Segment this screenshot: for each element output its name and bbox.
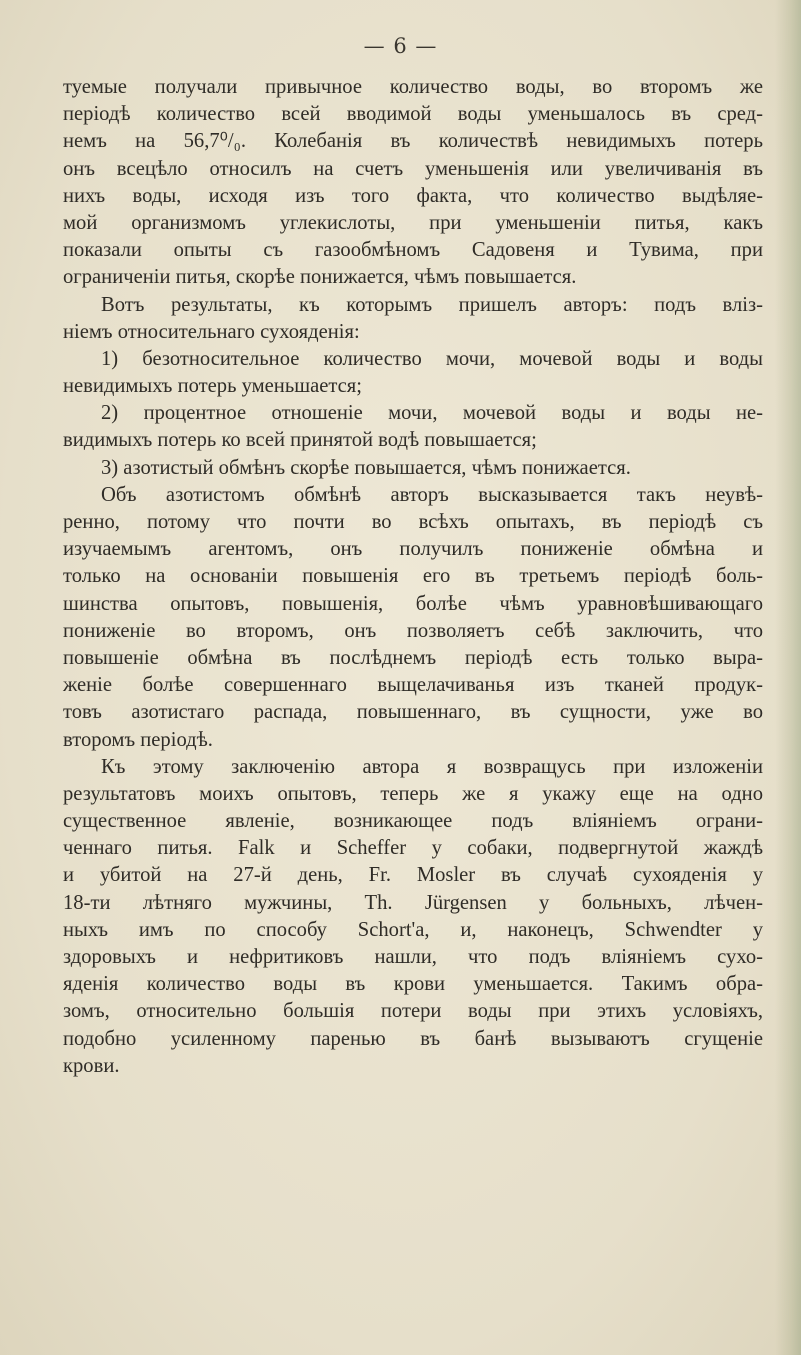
text-line: 2) процентное отношеніе мочи, мочевой воды и воды не- [101, 402, 763, 425]
text-line: невидимыхъ потерь уменьшается; [63, 375, 362, 398]
text-line: крови. [63, 1054, 120, 1077]
text-line: товъ азотистаго распада, повышеннаго, въ сущности, уже во [63, 701, 763, 724]
text-line: только на основаніи повышенія его въ третьемъ періодѣ боль- [63, 565, 763, 588]
text-line: ченнаго питья. Falk и Scheffer у собаки, подвергнутой жаждѣ [63, 837, 763, 860]
text-line: яденія количество воды въ крови уменьшается. Такимъ обра- [63, 973, 763, 996]
page-edge-shadow [775, 0, 801, 1355]
text-line: онъ всецѣло относилъ на счетъ уменьшенія или увеличиванія въ [63, 157, 763, 180]
text-line: Къ этому заключенію автора я возвращусь при изложеніи [101, 755, 763, 778]
text-line: 18-ти лѣтняго мужчины, Th. Jürgensen у больныхъ, лѣчен- [63, 891, 763, 914]
text-line: Объ азотистомъ обмѣнѣ авторъ высказывается такъ неувѣ- [101, 483, 763, 506]
text-line: мой организмомъ углекислоты, при уменьшеніи питья, какъ [63, 211, 763, 234]
text-line: туемые получали привычное количество воды, во второмъ же [63, 76, 763, 98]
text-line: зомъ, относительно большія потери воды при этихъ условіяхъ, [63, 1000, 763, 1023]
text-line: и убитой на 27-й день, Fr. Mosler въ случаѣ сухояденія у [63, 864, 763, 887]
text-line: второмъ періодѣ. [63, 728, 213, 751]
text-line: результатовъ моихъ опытовъ, теперь же я укажу еще на одно [63, 782, 763, 805]
text-line: періодѣ количество всей вводимой воды уменьшалось въ сред- [63, 103, 763, 126]
text-line: существенное явленіе, возникающее подъ вліяніемъ ограни- [63, 810, 763, 833]
page-number: — 6 — [363, 34, 438, 58]
text-line: изучаемымъ агентомъ, онъ получилъ пониженіе обмѣна и [63, 538, 763, 561]
text-line: женіе болѣе совершеннаго выщелачиванья изъ тканей продук- [63, 674, 763, 697]
text-line: видимыхъ потерь ко всей принятой водѣ повышается; [63, 429, 537, 452]
text-line: ніемъ относительнаго сухояденія: [63, 320, 360, 343]
text-line: здоровыхъ и нефритиковъ нашли, что подъ вліяніемъ сухо- [63, 946, 763, 968]
text-line: подобно усиленному паренью въ банѣ вызываютъ сгущеніе [63, 1027, 763, 1050]
text-line: показали опыты съ газообмѣномъ Садовеня и Тувима, при [63, 239, 763, 262]
text-line: 1) безотносительное количество мочи, мочевой воды и воды [101, 347, 763, 370]
text-line: пониженіе во второмъ, онъ позволяетъ себѣ заключить, что [63, 619, 763, 642]
text-line: ныхъ имъ по способу Schort'а, и, наконецъ, Schwendter у [63, 918, 763, 941]
text-line: Вотъ результаты, къ которымъ пришелъ авторъ: подъ вліз- [101, 293, 763, 316]
text-line: нихъ воды, исходя изъ того факта, что количество выдѣляе- [63, 184, 763, 207]
text-line: шинства опытовъ, повышенія, болѣе чѣмъ уравновѣшивающаго [63, 592, 763, 615]
text-line: повышеніе обмѣна въ послѣднемъ періодѣ есть только выра- [63, 646, 763, 669]
body-text [63, 74, 763, 1080]
text-line: 3) азотистый обмѣнъ скорѣе повышается, чѣмъ понижается. [101, 456, 631, 479]
text-line: ограниченіи питья, скорѣе понижается, чѣмъ повышается. [63, 266, 577, 289]
text-line: ренно, потому что почти во всѣхъ опытахъ, въ періодѣ съ [63, 511, 763, 533]
text-line: немъ на 56,7⁰/₀. Колебанія въ количествѣ невидимыхъ потерь [63, 130, 763, 153]
